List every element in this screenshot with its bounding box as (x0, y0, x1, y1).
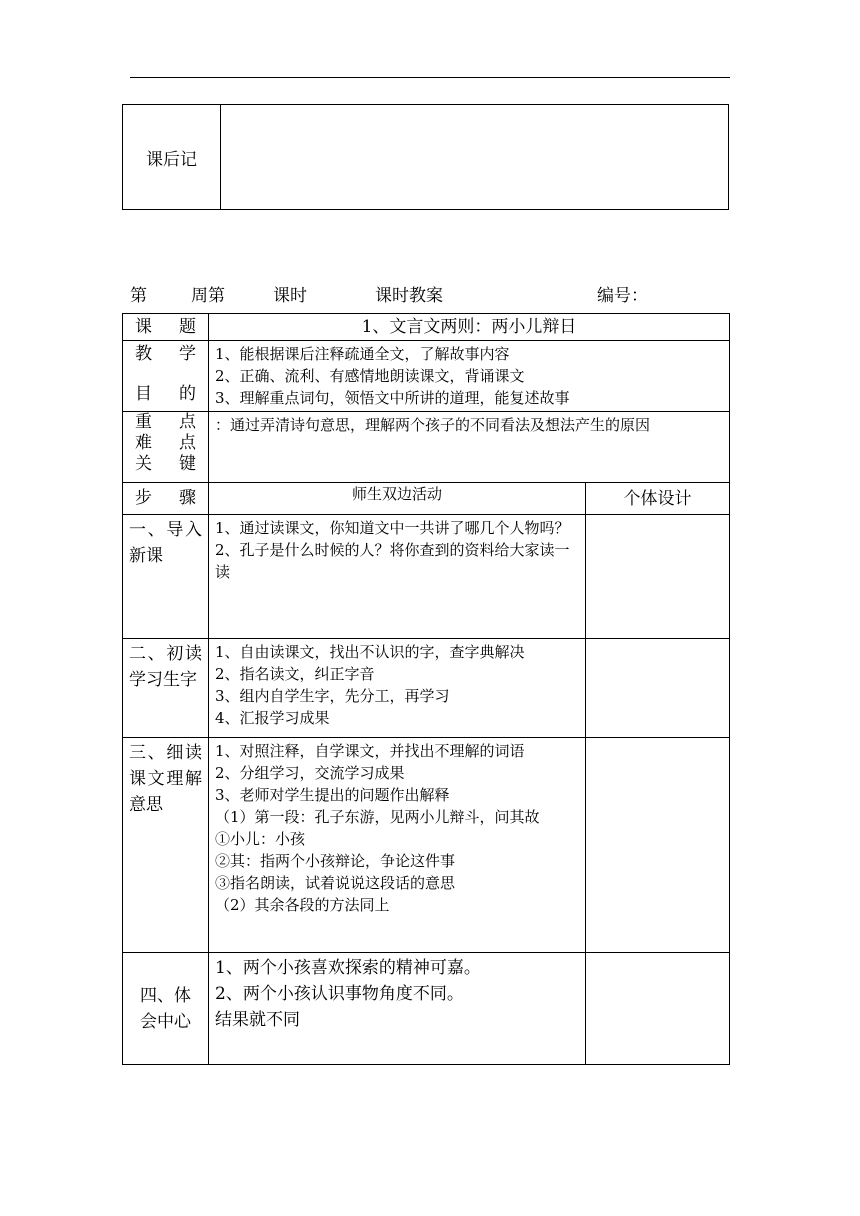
header-keshi: 课时 (273, 286, 307, 306)
step-design-close-reading (586, 738, 730, 953)
goal-item: 3、理解重点词句，领悟文中所讲的道理，能复述故事 (215, 389, 570, 407)
lesson-title: 1、文言文两则：两小儿辩日 (209, 314, 730, 341)
title-label: 课 题 (123, 314, 209, 341)
lesson-header-line (130, 281, 730, 306)
header-rule (130, 77, 730, 78)
key-label-zhongdian: 重 点 (135, 412, 196, 432)
step-label-central-idea: 四、体会中心 (123, 953, 209, 1065)
step-line: 结果就不同 (215, 1010, 300, 1030)
step-content-first-reading (209, 639, 586, 738)
step-content-intro (209, 515, 586, 639)
step-label-intro: 一、导入新课 (123, 515, 209, 639)
header-di: 第 (130, 286, 147, 306)
goals-label (123, 341, 209, 412)
step-line: 1、自由读课文，找出不认识的字，查字典解决 (215, 643, 525, 661)
step-line: ③指名朗读，试着说说这段话的意思 (215, 874, 456, 892)
after-class-notes-content (221, 105, 729, 210)
header-bianhao: 编号： (597, 286, 648, 306)
step-design-first-reading (586, 639, 730, 738)
step-line: ①小儿：小孩 (215, 830, 306, 848)
step-line: ②其：指两个小孩辩论，争论这件事 (215, 852, 456, 870)
goal-item: 2、正确、流利、有感情地朗读课文，背诵课文 (215, 367, 525, 385)
step-line: 3、组内自学生字，先分工，再学习 (215, 687, 450, 705)
goal-item: 1、能根据课后注释疏通全文，了解故事内容 (215, 345, 510, 363)
key-label-guanjian: 关 键 (135, 454, 196, 474)
step-design-intro (586, 515, 730, 639)
step-line: 3、老师对学生提出的问题作出解释 (215, 786, 450, 804)
goals-content (209, 341, 730, 412)
design-label: 个体设计 (586, 483, 730, 515)
goals-label-bottom: 目 的 (135, 384, 196, 404)
step-line: 2、孔子是什么时候的人？将你查到的资料给大家读一读 (215, 541, 570, 581)
step-line: 1、通过读课文，你知道文中一共讲了哪几个人物吗？ (215, 519, 570, 537)
steps-label: 步 骤 (123, 483, 209, 515)
lesson-plan-table (122, 313, 730, 1065)
step-line: 2、指名读文，纠正字音 (215, 665, 375, 683)
step-content-central-idea (209, 953, 586, 1065)
activity-label: 师生双边活动 (209, 483, 586, 515)
key-label-nandian: 难 点 (135, 433, 196, 453)
step-line: 2、两个小孩认识事物角度不同。 (215, 984, 464, 1004)
header-keshi-jiaoan: 课时教案 (375, 286, 443, 306)
step-line: 1、两个小孩喜欢探索的精神可嘉。 (215, 958, 481, 978)
after-class-notes-label: 课后记 (123, 105, 221, 210)
step-label-close-reading: 三、细读课文理解意思 (123, 738, 209, 953)
step-line: （2）其余各段的方法同上 (215, 896, 390, 914)
step-line: （1）第一段：孔子东游，见两小儿辩斗，问其故 (215, 808, 540, 826)
step-design-central-idea (586, 953, 730, 1065)
key-points-label (123, 412, 209, 483)
step-line: 4、汇报学习成果 (215, 709, 330, 727)
step-line: 2、分组学习，交流学习成果 (215, 764, 405, 782)
step-line: 1、对照注释，自学课文，并找出不理解的词语 (215, 742, 525, 760)
key-points-content: ：通过弄清诗句意思，理解两个孩子的不同看法及想法产生的原因 (209, 412, 730, 483)
header-zhou-di: 周第 (191, 286, 225, 306)
after-class-notes-table (122, 104, 729, 210)
goals-label-top: 教 学 (135, 344, 196, 364)
step-label-first-reading: 二、初读学习生字 (123, 639, 209, 738)
step-content-close-reading (209, 738, 586, 953)
